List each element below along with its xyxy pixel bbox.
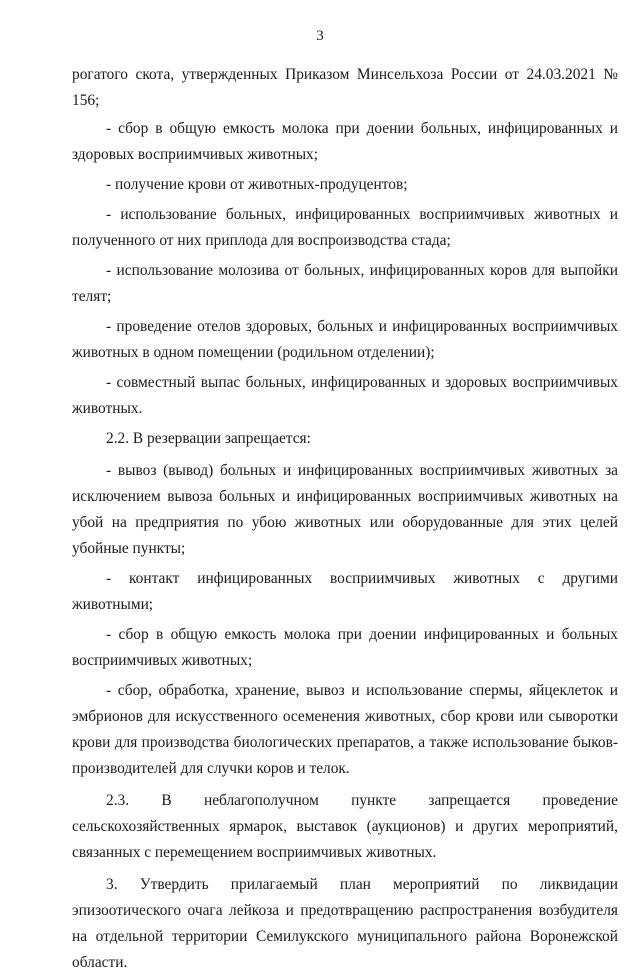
word: В [161, 792, 172, 809]
list-item: - использование больных, инфицированных восприимчивых животных и полученного от них приплода для воспроизводства стада; [72, 206, 618, 249]
word: проведение [542, 792, 618, 809]
section-3-paragraph: 3. Утвердить прилагаемый план мероприятий по ликвидации эпизоотического очага лейкоза и предотвращению распространения возбудителя на отдельной территории Семилукского муниципального района Воронежской области. [72, 876, 618, 971]
document-body [72, 62, 618, 976]
list-item: - использование молозива от больных, инфицированных коров для выпойки телят; [72, 262, 618, 305]
word: неблагополучном [203, 792, 319, 809]
list-item: - получение крови от животных-продуцентов; [106, 176, 408, 193]
list-item: - сбор, обработка, хранение, вывоз и использование спермы, яйцеклеток и эмбрионов для искусственного осеменения животных, сбор крови или сыворотки крови для производства биологических препаратов, а также использование быков-производителей для случки коров и телок. [72, 682, 618, 777]
paragraph-continuation: рогатого скота, утвержденных Приказом Минсельхоза России от 24.03.2021 № 156; [72, 66, 618, 109]
list-item: - сбор в общую емкость молока при доении больных, инфицированных и здоровых восприимчивых животных; [72, 120, 618, 163]
word: пункте [351, 792, 397, 809]
section-heading-2-2: 2.2. В резервации запрещается: [106, 430, 311, 447]
section-2-3-rest: сельскохозяйственных ярмарок, выставок (аукционов) и других мероприятий, связанных с перемещением восприимчивых животных. [72, 818, 618, 861]
list-item: - вывоз (вывод) больных и инфицированных восприимчивых животных за исключением вывоза больных и инфицированных восприимчивых животных на убой на предприятия по убою животных или оборудованные для этих целей убойные пункты; [72, 462, 618, 557]
list-item: - контакт инфицированных восприимчивых животных с другими животными; [72, 570, 618, 613]
page-number: 3 [316, 28, 324, 44]
list-item: - совместный выпас больных, инфицированных и здоровых восприимчивых животных. [72, 374, 618, 417]
word: 2.3. [106, 792, 130, 809]
section-2-3-first-line [72, 788, 618, 814]
word: запрещается [428, 792, 511, 809]
list-item: - проведение отелов здоровых, больных и инфицированных восприимчивых животных в одном помещении (родильном отделении); [72, 318, 618, 361]
list-item: - сбор в общую емкость молока при доении инфицированных и больных восприимчивых животных; [72, 626, 618, 669]
